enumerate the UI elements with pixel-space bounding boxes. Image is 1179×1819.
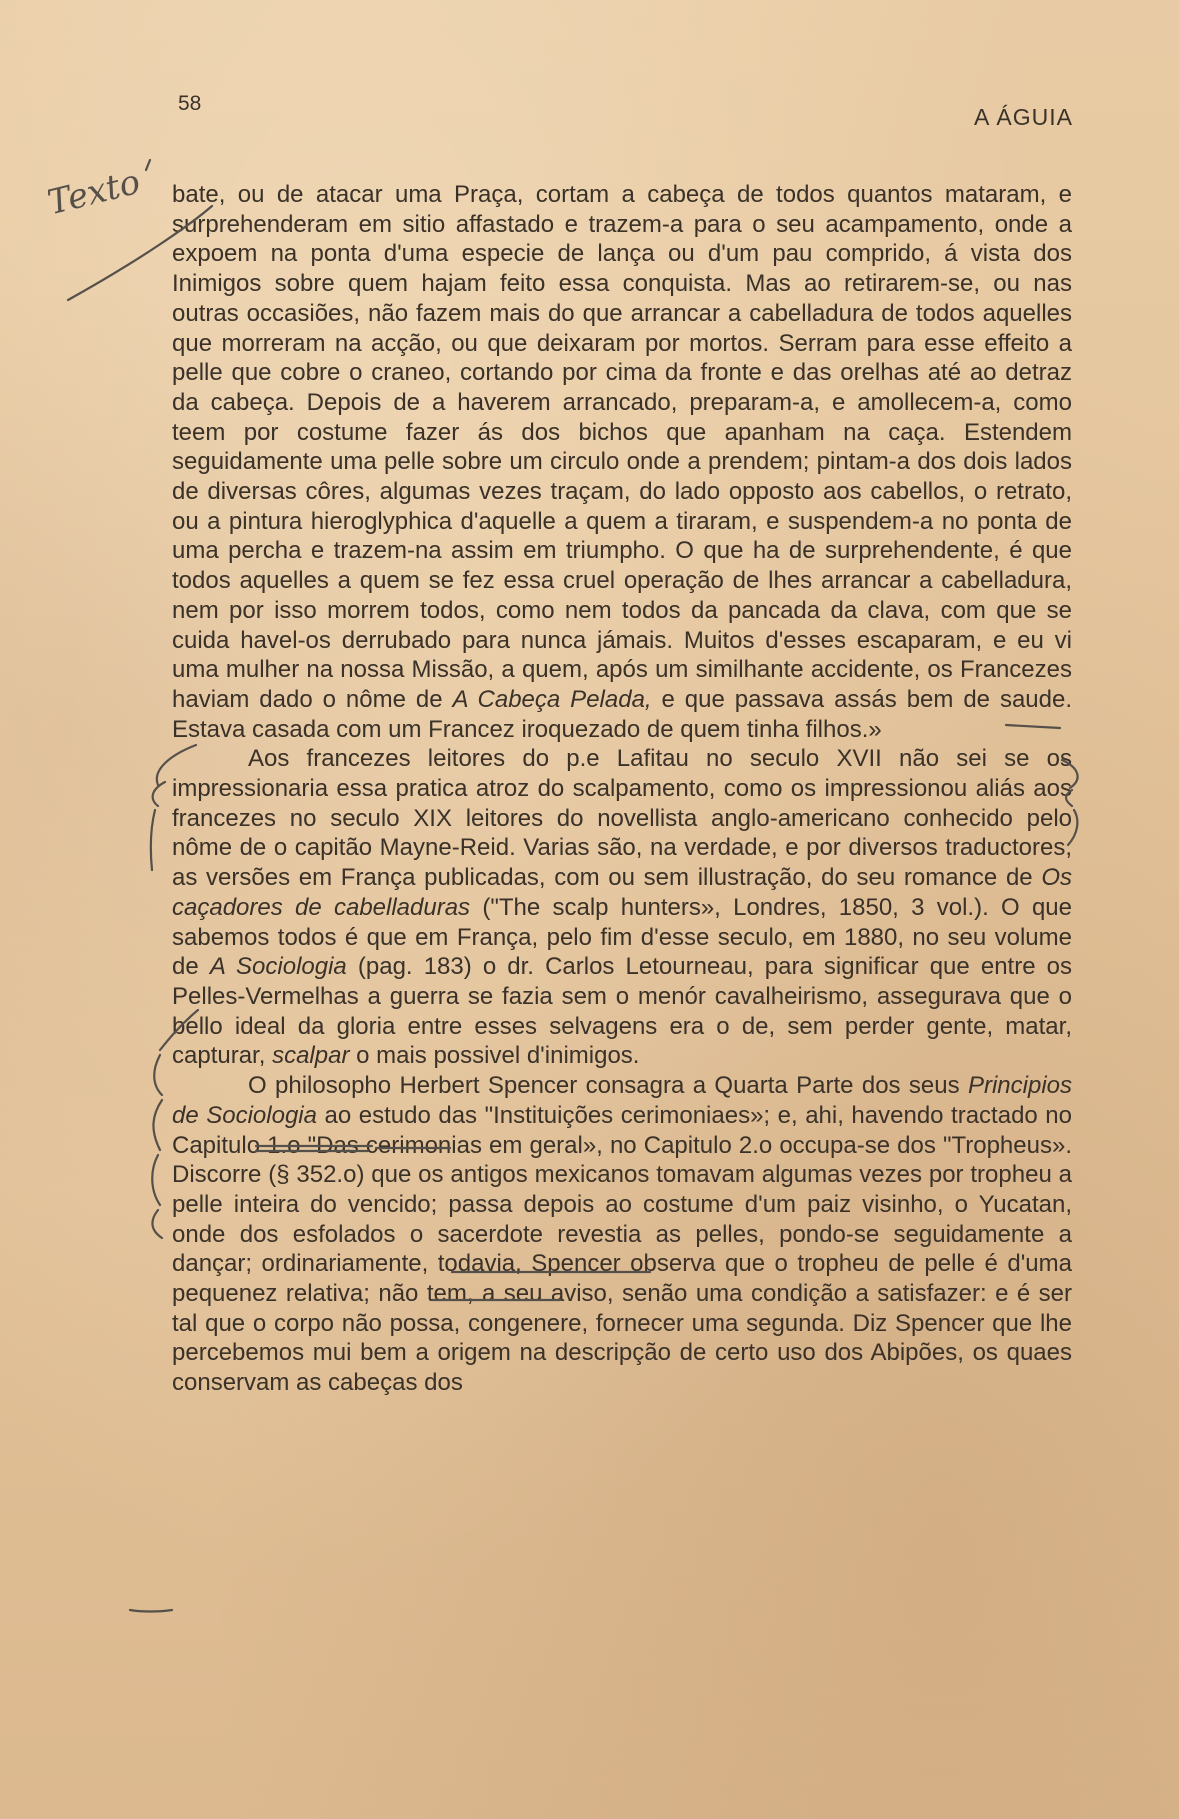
paragraph (172, 1071, 1072, 1398)
running-head: A ÁGUIA (973, 104, 1073, 130)
margin-note-text: Texto (43, 161, 145, 224)
text-run: ("The scalp hunters», Londres, 1850, 3 vol.). O que sabemos todos é que em França, pelo fim d'esse seculo, em 1880, no seu volume de (172, 893, 1072, 981)
paragraph (172, 744, 1072, 1071)
text-run: e que passava assás bem de saude. Estava casada com um Francez iroquezado de quem tinha filhos.» (172, 685, 1073, 743)
italic-text-run: Principios de Sociologia (172, 1072, 1072, 1129)
paragraph (172, 180, 1072, 744)
text-run: O philosopho Herbert Spencer consagra a Quarta Parte dos seus (248, 1072, 968, 1100)
italic-text-run: A Cabeça Pelada, (452, 685, 652, 713)
text-run: bate, ou de atacar uma Praça, cortam a cabeça de todos quantos mataram, e surprehenderam em sitio affastado e trazem-a para o seu acampamento, onde a expoem na ponta d'uma especie de lança ou d'um pau comprido, á vista dos Inimigos sobre quem hajam feito essa conquista. Mas ao retirarem-se, ou nas outras occasiões, não fazem mais do que arrancar a cabelladura de todos aquelles que morreram na acção, ou que deixaram por mortos. Serram para esse effeito a pelle que cobre o craneo, cortando por cima da fronte e das orelhas até ao detraz da cabeça. Depois de a haverem arrancado, preparam-a, e amollecem-a, como teem por costume fazer ás dos bichos que apanham na caça. Estendem seguidamente uma pelle sobre um circulo onde a prendem; pintam-a dos dois lados de diversas côres, algumas vezes traçam, do lado opposto aos cabellos, o retrato, ou a pintura hieroglyphica d'aquelle a quem a tiraram, e suspendem-a no ponta de uma percha e trazem-na assim em triumpho. O que ha de surprehendente, é que todos aquelles a quem se fez essa cruel operação de lhes arrancar a cabelladura, nem por isso morrem todos, como nem todos da pancada da clava, com que se cuida havel-os derrubado para nunca jámais. Muitos d'esses escaparam, e eu vi uma mulher na nossa Missão, a quem, após um similhante accidente, os Francezes haviam dado o nôme de (172, 181, 1072, 713)
text-run: Aos francezes leitores do p.e Lafitau no seculo XVII não sei se os impressionaria essa pratica atroz do scalpamento, como os impressionou aliás aos francezes no seculo XIX leitores do novellista anglo-americano conhecido pelo nôme de o capitão Mayne-Reid. Varias são, na verdade, e por diversos traductores, as versões em França publicadas, com ou sem illustração, do seu romance de (172, 745, 1072, 892)
body-text (172, 180, 1072, 1398)
page-number: 58 (178, 92, 202, 115)
italic-text-run: Os caçadores de cabelladuras (172, 864, 1072, 921)
page-header (0, 0, 1179, 140)
margin-note (44, 162, 144, 223)
italic-text-run: A Sociologia (209, 953, 347, 981)
margin-dash-mark (130, 1610, 172, 1612)
italic-text-run: scalpar (272, 1042, 350, 1070)
text-run: (pag. 183) o dr. Carlos Letourneau, para significar que entre os Pelles-Vermelhas a guerra se fazia sem o menór cavalheirismo, assegurava que o bello ideal da gloria entre esses selvagens era o de, sem perder gente, matar, capturar, (172, 953, 1072, 1070)
margin-tick-mark (146, 160, 150, 170)
text-run: ao estudo das "Instituições cerimoniaes»; e, ahi, havendo tractado no Capitulo 1.o "Das cerimonias em geral», no Capitulo 2.o occupa-se dos "Tropheus». Discorre (§ 352.o) que os antigos mexicanos tomavam algumas vezes por tropheu a pelle inteira do vencido; passa depois ao costume d'um paiz visinho, o Yucatan, onde dos esfolados o sacerdote revestia as pelles, pondo-se seguidamente a dançar; ordinariamente, todavia, Spencer observa que o tropheu de pelle é d'uma pequenez relativa; não tem, a seu aviso, senão uma condição a satisfazer: e é ser tal que o corpo não possa, congenere, fornecer uma segunda. Diz Spencer que lhe percebemos mui bem a origem na descripção de certo uso dos Abipões, os quaes conservam as cabeças dos (172, 1101, 1072, 1397)
text-run: o mais possivel d'inimigos. (349, 1042, 640, 1070)
